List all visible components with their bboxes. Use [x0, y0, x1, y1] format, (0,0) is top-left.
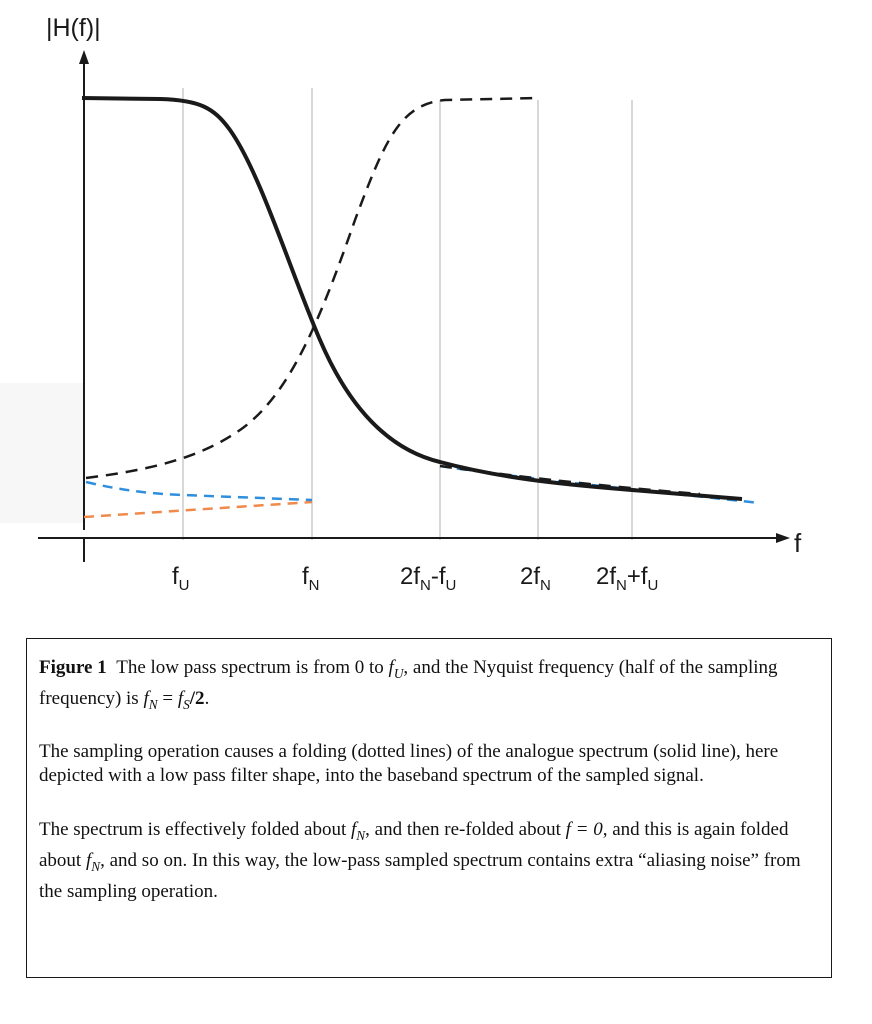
x-axis-arrow-icon [776, 533, 790, 543]
tick-label-2fn-minus-fu: $2f_N-f_U$ [400, 563, 457, 594]
folded-spectrum-blue-line-baseband [86, 482, 312, 500]
figure-caption-box [26, 638, 832, 978]
tick-label-fn: $f_N$ [302, 563, 320, 594]
frequency-gridlines [183, 88, 632, 540]
caption-paragraph-1: Figure 1 The low pass spectrum is from 0 to $f_U$, and the Nyquist frequency (half of the sampling frequency) is $f_N = f_S/2$. [39, 657, 778, 712]
tick-label-2fn: $2f_N$ [520, 563, 551, 594]
x-axis-label: f [794, 528, 802, 558]
figure-label: Figure 1 [39, 657, 107, 678]
caption-paragraph-3: The spectrum is effectively folded about $f_N$, and then re-folded about f = 0, and this is again folded about $f_N$, and so on. In this way, the low-pass sampled spectrum contains extra “aliasing noise” from the sampling operation. [39, 819, 801, 902]
tick-labels [172, 563, 658, 594]
analogue-spectrum-line [82, 98, 742, 499]
y-axis-label: |H(f)| [46, 14, 101, 42]
folded-spectrum-black-dashed-line [86, 98, 540, 478]
tick-label-2fn-plus-fu: $2f_N+f_U$ [596, 563, 659, 594]
y-axis-arrow-icon [79, 50, 89, 64]
background-panel [0, 383, 84, 523]
folded-spectrum-orange-line [84, 502, 312, 517]
caption-paragraph-2: The sampling operation causes a folding (dotted lines) of the analogue spectrum (solid line), here depicted with a low pass filter shape, into the baseband spectrum of the sampled signal. [39, 741, 779, 786]
tick-label-fu: $f_U$ [172, 563, 190, 594]
